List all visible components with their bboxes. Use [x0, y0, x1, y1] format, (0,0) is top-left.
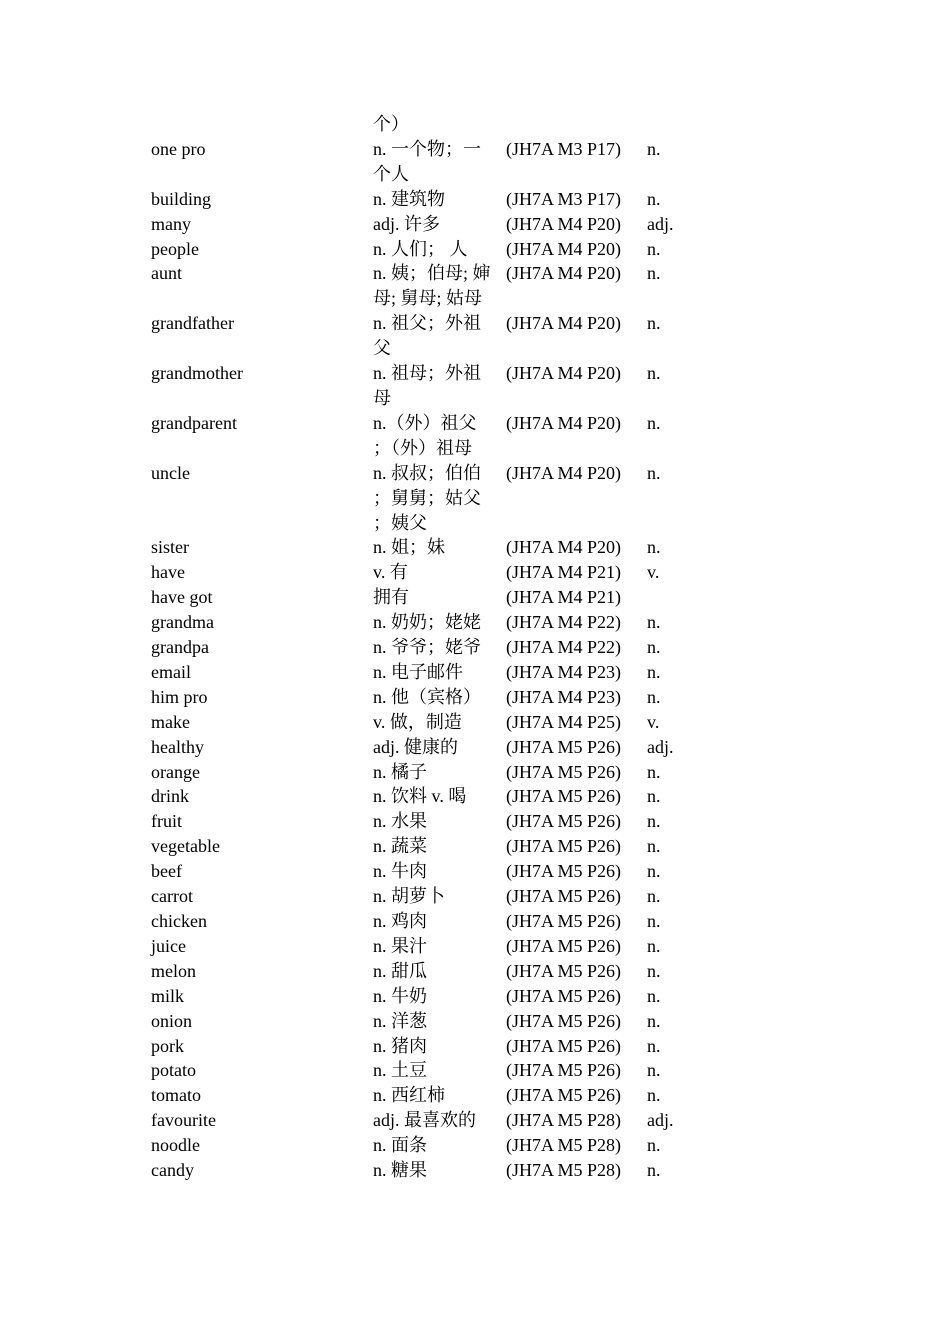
- vocabulary-row: [151, 884, 711, 909]
- vocabulary-row: [151, 560, 711, 585]
- part-of-speech-cell: n.: [647, 836, 661, 857]
- meaning-cell: n.（外）祖父；（外）祖母: [373, 412, 477, 458]
- reference-cell: (JH7A M5 P26): [506, 1010, 622, 1031]
- word-cell: fruit: [151, 811, 182, 832]
- vocabulary-row: [151, 311, 711, 361]
- reference-cell: (JH7A M4 P20): [506, 263, 622, 284]
- word-cell: onion: [151, 1010, 193, 1031]
- reference-cell: (JH7A M5 P26): [506, 861, 622, 882]
- vocabulary-row: [151, 984, 711, 1009]
- reference-cell: (JH7A M5 P26): [506, 786, 622, 807]
- word-cell: potato: [151, 1060, 196, 1081]
- part-of-speech-cell: n.: [647, 661, 661, 682]
- part-of-speech-cell: adj.: [647, 736, 674, 757]
- part-of-speech-cell: n.: [647, 238, 661, 259]
- vocabulary-row: [151, 361, 711, 411]
- reference-cell: (JH7A M5 P26): [506, 960, 622, 981]
- reference-cell: (JH7A M5 P26): [506, 1085, 622, 1106]
- vocabulary-row: [151, 1133, 711, 1158]
- meaning-cell: n. 洋葱: [373, 1010, 427, 1031]
- word-cell: many: [151, 213, 191, 234]
- part-of-speech-cell: n.: [647, 1035, 661, 1056]
- word-cell: make: [151, 711, 190, 732]
- reference-cell: (JH7A M4 P23): [506, 686, 622, 707]
- reference-cell: (JH7A M5 P26): [506, 935, 622, 956]
- vocabulary-row: [151, 934, 711, 959]
- vocabulary-row: [151, 535, 711, 560]
- part-of-speech-cell: n.: [647, 363, 661, 384]
- meaning-cell: n. 蔬菜: [373, 836, 427, 857]
- part-of-speech-cell: n.: [647, 1135, 661, 1156]
- meaning-cell: n. 橘子: [373, 761, 427, 782]
- part-of-speech-cell: n.: [647, 263, 661, 284]
- meaning-cell: n. 叔叔；伯伯；舅舅；姑父；姨父: [373, 462, 481, 533]
- meaning-cell: n. 爷爷；姥爷: [373, 637, 481, 658]
- part-of-speech-cell: n.: [647, 935, 661, 956]
- meaning-cell: n. 建筑物: [373, 188, 445, 209]
- meaning-cell: adj. 健康的: [373, 736, 458, 757]
- reference-cell: (JH7A M4 P22): [506, 612, 622, 633]
- meaning-cell: n. 猪肉: [373, 1035, 427, 1056]
- vocabulary-row: [151, 237, 711, 262]
- part-of-speech-cell: n.: [647, 861, 661, 882]
- word-cell: one pro: [151, 138, 206, 159]
- vocabulary-row: [151, 834, 711, 859]
- reference-cell: (JH7A M4 P22): [506, 637, 622, 658]
- vocabulary-row: [151, 1158, 711, 1183]
- part-of-speech-cell: n.: [647, 811, 661, 832]
- part-of-speech-cell: n.: [647, 960, 661, 981]
- reference-cell: (JH7A M4 P25): [506, 711, 622, 732]
- word-cell: pork: [151, 1035, 184, 1056]
- vocabulary-row: [151, 1058, 711, 1083]
- reference-cell: (JH7A M4 P23): [506, 661, 622, 682]
- vocabulary-row: [151, 859, 711, 884]
- meaning-cell: adj. 最喜欢的: [373, 1110, 476, 1131]
- word-cell: have got: [151, 587, 213, 608]
- part-of-speech-cell: n.: [647, 985, 661, 1006]
- part-of-speech-cell: n.: [647, 786, 661, 807]
- meaning-cell: 拥有: [373, 587, 409, 608]
- vocabulary-row: [151, 212, 711, 237]
- word-cell: candy: [151, 1160, 194, 1181]
- meaning-cell: n. 人们； 人: [373, 238, 468, 259]
- part-of-speech-cell: adj.: [647, 213, 674, 234]
- vocabulary-row: [151, 1083, 711, 1108]
- meaning-cell: n. 奶奶；姥姥: [373, 612, 481, 633]
- reference-cell: (JH7A M5 P26): [506, 736, 622, 757]
- vocabulary-row: [151, 760, 711, 785]
- word-cell: chicken: [151, 911, 207, 931]
- reference-cell: (JH7A M5 P28): [506, 1135, 622, 1156]
- part-of-speech-cell: n.: [647, 313, 661, 334]
- reference-cell: (JH7A M4 P20): [506, 412, 622, 433]
- word-cell: grandmother: [151, 363, 243, 384]
- meaning-cell: n. 胡萝卜: [373, 886, 445, 907]
- vocabulary-row: [151, 959, 711, 984]
- word-cell: melon: [151, 960, 196, 981]
- vocabulary-row: [151, 809, 711, 834]
- reference-cell: (JH7A M3 P17): [506, 138, 622, 159]
- word-cell: email: [151, 661, 191, 682]
- reference-cell: (JH7A M5 P26): [506, 886, 622, 907]
- word-cell: carrot: [151, 886, 193, 907]
- reference-cell: (JH7A M4 P20): [506, 363, 622, 384]
- reference-cell: (JH7A M3 P17): [506, 188, 622, 209]
- part-of-speech-cell: n.: [647, 686, 661, 707]
- part-of-speech-cell: n.: [647, 188, 661, 209]
- vocabulary-row: [151, 784, 711, 809]
- part-of-speech-cell: v.: [647, 711, 660, 732]
- part-of-speech-cell: n.: [647, 911, 661, 931]
- vocabulary-row: [151, 1034, 711, 1059]
- meaning-cell: n. 姨；伯母; 婶母; 舅母; 姑母: [373, 263, 491, 309]
- part-of-speech-cell: n.: [647, 1060, 661, 1081]
- part-of-speech-cell: n.: [647, 761, 661, 782]
- vocabulary-row: [151, 735, 711, 760]
- reference-cell: (JH7A M4 P20): [506, 462, 622, 483]
- meaning-cell: n. 他（宾格）: [373, 686, 481, 707]
- vocabulary-row: [151, 1009, 711, 1034]
- part-of-speech-cell: n.: [647, 462, 661, 483]
- word-cell: orange: [151, 761, 200, 782]
- meaning-cell: n. 甜瓜: [373, 960, 427, 981]
- word-cell: people: [151, 238, 199, 259]
- meaning-cell: n. 土豆: [373, 1060, 427, 1081]
- reference-cell: (JH7A M5 P26): [506, 985, 622, 1006]
- word-cell: aunt: [151, 263, 182, 284]
- vocabulary-row: [151, 461, 711, 536]
- reference-cell: (JH7A M5 P26): [506, 911, 622, 931]
- reference-cell: (JH7A M4 P21): [506, 562, 622, 583]
- part-of-speech-cell: n.: [647, 612, 661, 633]
- vocabulary-row: [151, 610, 711, 635]
- meaning-cell: n. 祖父；外祖父: [373, 313, 481, 359]
- part-of-speech-cell: n.: [647, 886, 661, 907]
- word-cell: drink: [151, 786, 189, 807]
- word-cell: sister: [151, 537, 189, 558]
- meaning-cell: v. 做，制造: [373, 711, 462, 732]
- word-cell: milk: [151, 985, 185, 1006]
- part-of-speech-cell: n.: [647, 1010, 661, 1031]
- meaning-cell: n. 果汁: [373, 935, 427, 956]
- vocabulary-row: [151, 635, 711, 660]
- reference-cell: (JH7A M4 P20): [506, 238, 622, 259]
- reference-cell: (JH7A M4 P20): [506, 313, 622, 334]
- reference-cell: (JH7A M5 P26): [506, 1035, 622, 1056]
- word-cell: noodle: [151, 1135, 200, 1156]
- word-cell: vegetable: [151, 836, 220, 857]
- meaning-cell: v. 有: [373, 562, 408, 583]
- meaning-cell: n. 牛奶: [373, 985, 427, 1006]
- vocabulary-row: [151, 660, 711, 685]
- vocabulary-row: [151, 710, 711, 735]
- meaning-cell: n. 西红柿: [373, 1085, 445, 1106]
- word-cell: grandfather: [151, 313, 234, 334]
- reference-cell: (JH7A M5 P26): [506, 836, 622, 857]
- meaning-cell: n. 一个物；一个人: [373, 138, 481, 184]
- meaning-cell: adj. 许多: [373, 213, 440, 234]
- reference-cell: (JH7A M4 P20): [506, 213, 622, 234]
- meaning-cell: n. 水果: [373, 811, 427, 832]
- reference-cell: (JH7A M5 P26): [506, 1060, 622, 1081]
- word-cell: grandparent: [151, 412, 237, 433]
- word-cell: grandma: [151, 612, 214, 633]
- part-of-speech-cell: v.: [647, 562, 660, 583]
- meaning-cell: n. 饮料 v. 喝: [373, 786, 467, 807]
- reference-cell: (JH7A M5 P26): [506, 811, 622, 832]
- word-cell: uncle: [151, 462, 190, 483]
- vocabulary-row: [151, 585, 711, 610]
- meaning-cell: n. 鸡肉: [373, 911, 427, 931]
- reference-cell: (JH7A M4 P21): [506, 587, 622, 608]
- vocabulary-row: [151, 137, 711, 187]
- vocabulary-row: [151, 187, 711, 212]
- word-cell: beef: [151, 861, 182, 882]
- reference-cell: (JH7A M5 P28): [506, 1110, 622, 1131]
- vocabulary-row: [151, 909, 711, 934]
- word-cell: healthy: [151, 736, 204, 757]
- meaning-cell: n. 糖果: [373, 1160, 427, 1181]
- vocabulary-row: [151, 261, 711, 311]
- part-of-speech-cell: n.: [647, 1160, 661, 1181]
- meaning-cell: n. 电子邮件: [373, 661, 463, 682]
- meaning-cell: 个）: [373, 114, 409, 134]
- word-cell: him pro: [151, 686, 208, 707]
- vocabulary-row: [151, 112, 711, 137]
- reference-cell: (JH7A M5 P26): [506, 761, 622, 782]
- part-of-speech-cell: n.: [647, 138, 661, 159]
- meaning-cell: n. 面条: [373, 1135, 427, 1156]
- part-of-speech-cell: adj.: [647, 1110, 674, 1131]
- word-cell: have: [151, 562, 185, 583]
- vocabulary-row: [151, 685, 711, 710]
- word-cell: building: [151, 188, 212, 209]
- meaning-cell: n. 祖母；外祖母: [373, 363, 481, 408]
- word-cell: juice: [151, 935, 186, 956]
- meaning-cell: n. 牛肉: [373, 861, 427, 882]
- part-of-speech-cell: n.: [647, 1085, 661, 1106]
- word-cell: favourite: [151, 1110, 216, 1131]
- reference-cell: (JH7A M4 P20): [506, 537, 622, 558]
- part-of-speech-cell: n.: [647, 637, 661, 658]
- vocabulary-table: [151, 112, 711, 1183]
- vocabulary-row: [151, 1108, 711, 1133]
- word-cell: grandpa: [151, 637, 209, 658]
- reference-cell: (JH7A M5 P28): [506, 1160, 622, 1181]
- part-of-speech-cell: n.: [647, 412, 661, 433]
- vocabulary-row: [151, 411, 711, 461]
- word-cell: tomato: [151, 1085, 201, 1106]
- part-of-speech-cell: n.: [647, 537, 661, 558]
- meaning-cell: n. 姐；妹: [373, 537, 445, 558]
